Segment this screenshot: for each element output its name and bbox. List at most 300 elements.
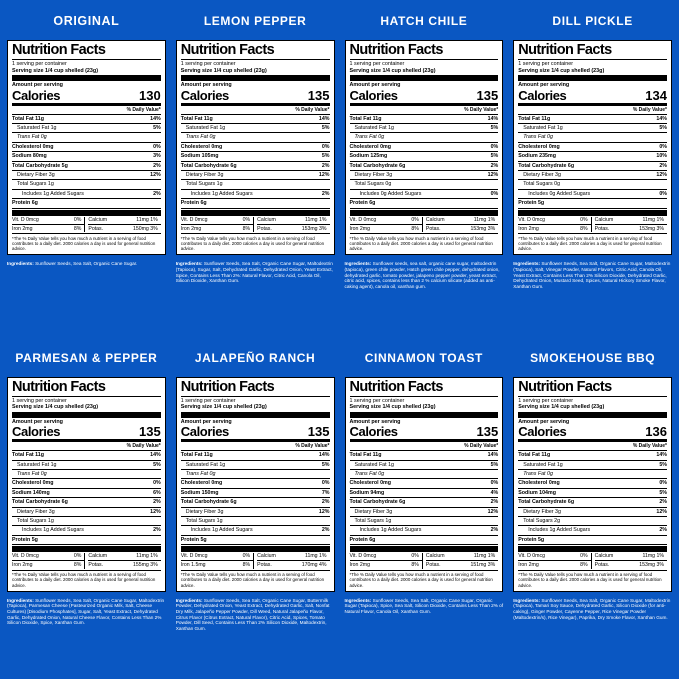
ingredients-text: Sunflower Seeds, Sea Salt, Organic Cane Sugar, Maltodextrin (Tapioca), Parmesan Cheese (Pasteurized Organic Milk, Salt, Cheese Cultures) [Disodium Phosphates], Sugar, Salt, Yeast Extract, Dehydrated Garlic, Dehydrated Onion, Natural Cheese Flavor, Contains Less Than 2% Silicon Dioxide, Spice, Xanthan Gum.: [7, 597, 165, 626]
calories-row: [350, 89, 499, 102]
rule: [350, 507, 499, 508]
vitamin-d-label: Vit. D 0mcg: [349, 216, 377, 223]
nutrient-row: [518, 518, 667, 524]
iron-row: [350, 562, 422, 568]
calcium-dv: 11mg 1%: [473, 553, 496, 560]
potassium-dv: 155mg 3%: [132, 562, 158, 569]
rule: [350, 59, 499, 60]
ingredients-text: Sunflower Seeds, Sea Salt, Organic Cane Sugar, Maltodextrin (Tapioca), Tamari Soy Sauce, Dehydrated Garlic, Silicon Dioxide (for anti-caking), Ginger Powder, Cayenne Pepper, Rice Vinegar Powder (Maltodextrin/s), Rice Vinegar), Paprika, Dry Smoke Flavor, Xanthan Gum.: [513, 597, 671, 620]
rule: [518, 151, 667, 152]
rule: [350, 208, 499, 209]
potassium-label: Potas.: [88, 562, 104, 569]
rule: [350, 535, 499, 536]
nutrition-facts-title: Nutrition Facts: [349, 378, 443, 395]
ingredients-text: Sunflower Seeds, Sea Salt, Organic Cane Sugar, Maltodextrin (Tapioca), Sugar, Salt, Dehydrated Garlic, Dehydrated Onion, Yeast Extract, Spice, Contains Less Than 2%: Natural Flavor, Citric Acid, Canola Oil, Silicon Dioxide, Xanthan Gum.: [175, 261, 333, 284]
nutrient-dv: 12%: [150, 172, 161, 179]
iron-label: Iron 2mg: [12, 225, 33, 232]
calcium-dv: 11mg 1%: [304, 553, 327, 560]
rule: [181, 546, 330, 552]
ingredients-block: [176, 598, 335, 632]
nutrient-dv: 2%: [153, 190, 161, 197]
nutrient-row: [12, 518, 161, 524]
flavor-cell: [508, 4, 677, 341]
potassium-label: Potas.: [257, 225, 272, 232]
nutrient-label: Protein 5g: [518, 200, 545, 207]
nutrient-row: [350, 471, 499, 477]
nutrient-row: [12, 509, 161, 515]
nutrient-row: [12, 191, 161, 197]
rule: [350, 123, 499, 124]
nutrient-dv: 2%: [153, 499, 161, 506]
rule: [12, 114, 161, 115]
nutrient-dv: 2%: [659, 499, 667, 506]
rule: [181, 198, 330, 199]
ingredients-label: Ingredients:: [7, 597, 36, 603]
nutrient-label: Cholesterol 0mg: [12, 143, 54, 150]
vitamins-col-right: [253, 553, 329, 569]
nutrient-label: Saturated Fat 1g: [185, 125, 226, 131]
vitamin-d-label: Vit. D 0mcg: [12, 216, 39, 223]
amount-per-serving-label: Amount per serving: [349, 418, 401, 425]
ingredients-label: Ingredients:: [344, 597, 373, 603]
rule: [350, 544, 499, 545]
calories-label: Calories: [12, 424, 61, 440]
vitamins-col-left: [12, 217, 84, 233]
calcium-dv: 11mg 1%: [473, 216, 496, 223]
nutrient-dv: 7%: [321, 489, 330, 496]
rule: [350, 114, 499, 115]
vitamins-col-left: [181, 553, 253, 569]
rule: [595, 224, 667, 225]
nutrient-row: [12, 537, 161, 543]
rule: [12, 170, 161, 171]
daily-value-header: % Daily Value*: [295, 106, 330, 113]
nutrient-label: Protein 6g: [180, 200, 207, 207]
flavor-cell: [340, 4, 509, 341]
nutrient-dv: 5%: [659, 489, 667, 496]
iron-row: [181, 562, 253, 568]
nutrient-row: [350, 116, 499, 122]
rule: [426, 224, 498, 225]
nutrient-row: [518, 134, 667, 140]
flavor-cell: [2, 4, 171, 341]
rule: [12, 544, 161, 545]
nutrient-row: [12, 172, 161, 178]
rule: [518, 210, 667, 216]
calories-value: 135: [307, 87, 330, 103]
nutrient-row: [518, 537, 667, 543]
nutrient-label: Includes 1g Added Sugars: [190, 190, 253, 197]
nutrient-label: Total Sugars 2g: [523, 517, 561, 524]
nutrient-row: [518, 153, 667, 159]
rule: [518, 59, 667, 60]
rule: [518, 75, 667, 81]
rule: [12, 570, 161, 571]
nutrient-row: [518, 181, 667, 187]
nutrient-dv: 2%: [490, 162, 499, 169]
rule: [12, 189, 161, 190]
calcium-row: [88, 553, 160, 559]
vitamins-col-left: [12, 553, 84, 569]
nutrient-dv: 14%: [318, 452, 330, 459]
vitamins-grid: [350, 553, 499, 569]
rule: [181, 535, 330, 536]
nutrient-dv: 12%: [487, 172, 499, 179]
calories-row: [518, 425, 667, 438]
rule: [518, 233, 667, 234]
nutrient-label: Sodium 235mg: [518, 153, 556, 160]
rule: [518, 478, 667, 479]
nutrient-row: [181, 499, 330, 505]
nutrient-dv: 2%: [153, 527, 161, 534]
potassium-label: Potas.: [88, 225, 104, 232]
potassium-label: Potas.: [594, 562, 610, 569]
calories-value: 135: [476, 424, 499, 440]
nutrient-row: [12, 116, 161, 122]
potassium-label: Potas.: [425, 225, 441, 232]
rule: [350, 161, 499, 162]
ingredients-label: Ingredients:: [175, 597, 204, 603]
rule: [12, 469, 161, 470]
nutrient-row: [518, 471, 667, 477]
iron-row: [518, 226, 590, 232]
serving-size-value: 1/4 cup shelled (23g): [382, 404, 436, 411]
nutrient-dv: 5%: [490, 153, 499, 160]
nutrient-label: Total Fat 11g: [12, 115, 44, 122]
rule: [12, 439, 161, 442]
rule: [350, 525, 499, 526]
daily-value-footnote: *The % Daily Value tells you how much a nutrient in a serving of food contributes to a daily diet. 2000 calories a day is used for general nutrition advice.: [180, 235, 325, 252]
rule: [181, 460, 330, 461]
nutrient-row: [12, 527, 161, 533]
nutrient-row: [12, 200, 161, 206]
nutrient-row: [350, 462, 499, 468]
ingredients-label: Ingredients:: [175, 261, 204, 267]
nutrient-row: [518, 480, 667, 486]
flavor-cell: [171, 341, 340, 678]
iron-dv: 8%: [242, 562, 251, 569]
nutrient-row: [181, 518, 330, 524]
nutrient-label: Trans Fat 0g: [354, 134, 385, 141]
nutrient-row: [181, 153, 330, 159]
rule: [518, 544, 667, 545]
calcium-label: Calcium: [425, 216, 445, 223]
amount-per-serving-label: Amount per serving: [518, 82, 570, 89]
nutrient-row: [12, 490, 161, 496]
ingredients-block: [176, 261, 335, 283]
nutrient-row: [181, 462, 330, 468]
rule: [12, 103, 161, 106]
calcium-row: [257, 217, 329, 223]
nutrient-label: Total Fat 11g: [180, 452, 213, 459]
servings-per-container: 1 serving per container: [349, 397, 405, 404]
rule: [595, 560, 667, 561]
calcium-row: [595, 553, 667, 559]
rule: [350, 210, 499, 216]
nutrient-label: Total Fat 11g: [349, 115, 382, 122]
nutrient-row: [12, 144, 161, 150]
serving-size-row: [350, 404, 499, 411]
nutrient-row: [181, 181, 330, 187]
nutrient-label: Sodium 80mg: [12, 153, 47, 160]
rule: [518, 497, 667, 498]
nutrition-facts-panel: [7, 377, 166, 592]
nutrient-dv: 14%: [150, 115, 161, 122]
calories-label: Calories: [349, 87, 398, 103]
nutrient-dv: 14%: [487, 115, 499, 122]
rule: [518, 516, 667, 517]
rule: [518, 469, 667, 470]
calories-value: 130: [139, 87, 161, 103]
serving-size-row: [518, 68, 667, 75]
servings-per-container: 1 serving per container: [518, 397, 574, 404]
rule: [12, 460, 161, 461]
nutrient-row: [350, 200, 499, 206]
nutrient-label: Protein 6g: [12, 200, 38, 207]
flavor-title: ORIGINAL: [53, 14, 120, 28]
rule: [12, 560, 84, 561]
calcium-dv: 11mg 1%: [642, 216, 664, 223]
iron-label: Iron 2mg: [518, 562, 539, 569]
nutrient-row: [350, 134, 499, 140]
iron-dv: 8%: [73, 225, 82, 232]
amount-per-serving-label: Amount per serving: [518, 418, 570, 425]
nutrient-row: [350, 452, 499, 458]
nutrient-row: [181, 134, 330, 140]
rule: [518, 189, 667, 190]
nutrient-dv: 0%: [659, 480, 667, 487]
rule: [350, 570, 499, 571]
nutrient-label: Trans Fat 0g: [185, 470, 216, 477]
nutrition-facts-panel: [176, 40, 335, 255]
nutrient-row: [12, 499, 161, 505]
rule: [12, 142, 161, 143]
nutrient-dv: 2%: [490, 499, 499, 506]
iron-row: [518, 562, 590, 568]
rule: [518, 560, 590, 561]
rule: [181, 75, 330, 81]
serving-size-row: [518, 404, 667, 411]
nutrient-row: [518, 490, 667, 496]
nutrient-dv: 0%: [490, 480, 499, 487]
rule: [350, 439, 499, 442]
nutrient-label: Total Sugars 0g: [354, 181, 392, 188]
vitamins-col-left: [350, 553, 422, 569]
iron-label: Iron 2mg: [180, 225, 202, 232]
nutrient-label: Trans Fat 0g: [523, 470, 553, 477]
serving-size-label: Serving size: [518, 404, 550, 411]
rule: [518, 525, 667, 526]
rule: [350, 132, 499, 133]
vitamins-col-right: [84, 553, 160, 569]
rule: [12, 233, 161, 234]
rule: [181, 544, 330, 545]
ingredients-text: Sunflower Seeds, Sea Salt, Organic Cane Sugar, Buttermilk Powder, Dehydrated Onion, Yeast Extract, Dehydrated Garlic, Salt, Nonfat Dry Milk, Jalapeño Pepper Powder, Dill Weed, Natural Jalapeño Flavor, Citrus Flavor (Citrus Extract, Natural Flavor), Citric Acid, Spices, Tomato Powder, Dill Seed, Contains Less Than 2% Silicon Dioxide, Maltodextrin, Xanthan Gum.: [175, 597, 330, 631]
rule: [181, 189, 330, 190]
iron-row: [12, 226, 84, 232]
rule: [12, 507, 161, 508]
flavor-cell: [171, 4, 340, 341]
rule: [12, 412, 161, 418]
daily-value-footnote: *The % Daily Value tells you how much a nutrient in a serving of food contributes to a daily diet. 2000 calories a day is used for general nutrition advice.: [349, 235, 493, 252]
iron-dv: 8%: [73, 562, 82, 569]
vitamins-col-right: [253, 217, 329, 233]
serving-size-row: [12, 404, 161, 411]
nutrient-row: [181, 471, 330, 477]
daily-value-header: % Daily Value*: [464, 106, 499, 113]
nutrient-label: Dietary Fiber 3g: [185, 508, 224, 515]
nutrient-dv: 0%: [490, 190, 499, 197]
nutrient-dv: 5%: [321, 153, 330, 160]
nutrient-label: Total Sugars 1g: [185, 181, 223, 188]
rule: [518, 460, 667, 461]
flavor-cell: [2, 341, 171, 678]
vitamin-d-dv: 0%: [580, 216, 588, 223]
rule: [350, 75, 499, 81]
potassium-dv: 151mg 3%: [470, 562, 496, 569]
calcium-label: Calcium: [257, 216, 276, 223]
servings-per-container: 1 serving per container: [180, 61, 236, 67]
nutrient-label: Protein 5g: [12, 536, 38, 543]
potassium-dv: 153mg 3%: [639, 225, 664, 232]
nutrient-label: Trans Fat 0g: [354, 470, 385, 477]
nutrient-label: Total Carbohydrate 6g: [349, 162, 406, 169]
rule: [12, 59, 161, 60]
nutrient-row: [518, 509, 667, 515]
amount-per-serving-label: Amount per serving: [349, 82, 401, 89]
nutrition-facts-panel: [176, 377, 335, 592]
nutrient-dv: 5%: [490, 125, 499, 131]
nutrient-row: [181, 200, 330, 206]
potassium-dv: 153mg 3%: [301, 225, 327, 232]
nutrition-facts-panel: [345, 377, 504, 592]
nutrient-dv: 0%: [153, 480, 161, 487]
calories-label: Calories: [518, 424, 567, 440]
ingredients-label: Ingredients:: [513, 261, 542, 267]
rule: [518, 198, 667, 199]
vitamins-col-left: [181, 217, 253, 233]
vitamin-d-dv: 0%: [73, 553, 82, 560]
nutrient-dv: 0%: [659, 190, 667, 197]
ingredients-text: Sunflower Seeds, Sea Salt, Organic Cane Sugar, Maltodextrin (Tapioca), Salt, Vinegar Powder, Natural Flavors, Citric Acid, Canola Oil, Yeast Extract, Contains Less Than 2% Silicon Dioxide, Dehydrated Garlic, Dehydrated Onion, Mustard Seed, Spices, Natural Hickory Smoke Flavor, Xanthan Gum.: [513, 261, 671, 289]
rule: [181, 469, 330, 470]
vitamins-col-right: [422, 553, 498, 569]
nutrient-row: [350, 191, 499, 197]
nutrient-label: Cholesterol 0mg: [349, 143, 392, 150]
calories-label: Calories: [349, 424, 398, 440]
nutrient-label: Total Carbohydrate 6g: [180, 499, 237, 506]
nutrient-dv: 2%: [659, 527, 667, 534]
potassium-row: [595, 226, 667, 232]
nutrient-row: [350, 499, 499, 505]
rule: [12, 161, 161, 162]
ingredients-block: [345, 261, 504, 289]
vitamins-grid: [350, 217, 499, 233]
rule: [12, 75, 161, 81]
nutrient-dv: 5%: [321, 461, 330, 468]
potassium-row: [88, 562, 160, 568]
calcium-label: Calcium: [594, 216, 614, 223]
serving-size-row: [181, 68, 330, 75]
rule: [257, 224, 329, 225]
potassium-label: Potas.: [425, 562, 441, 569]
rule: [350, 170, 499, 171]
vitamin-d-row: [12, 217, 84, 223]
rule: [518, 123, 667, 124]
nutrient-label: Trans Fat 0g: [523, 134, 553, 141]
vitamin-d-row: [350, 553, 422, 559]
nutrient-label: Sodium 104mg: [518, 489, 556, 496]
serving-size-label: Serving size: [180, 67, 213, 74]
calories-value: 135: [307, 424, 330, 440]
nutrient-row: [350, 163, 499, 169]
nutrient-label: Cholesterol 0mg: [518, 480, 560, 487]
iron-dv: 8%: [580, 562, 588, 569]
ingredients-text: Sunflower seeds, sea salt, organic cane sugar, maltodextrin (tapioca), green chile powder, Hatch green chile pepper, dehydrated onion, dehydrated garlic, tomato powder, jalapeno pepper powder, yeast extract, citric acid, spices, contains less than 2 % calcium silicate (added as anti-caking agent), canola oil, xanthan gum.: [344, 261, 500, 289]
iron-dv: 8%: [411, 562, 419, 569]
nutrient-label: Total Sugars 1g: [354, 517, 392, 524]
nutrient-label: Sodium 94mg: [349, 489, 385, 496]
nutrient-dv: 0%: [321, 143, 330, 150]
rule: [12, 546, 161, 552]
serving-size-label: Serving size: [349, 67, 381, 74]
nutrient-label: Includes 1g Added Sugars: [359, 527, 422, 534]
vitamin-d-dv: 0%: [242, 216, 251, 223]
vitamins-col-right: [422, 217, 498, 233]
nutrient-row: [350, 153, 499, 159]
nutrient-row: [518, 499, 667, 505]
nutrient-dv: 0%: [321, 480, 330, 487]
potassium-row: [88, 226, 160, 232]
vitamins-grid: [518, 217, 667, 233]
rule: [518, 412, 667, 418]
nutrient-label: Total Fat 11g: [518, 452, 551, 459]
rule: [518, 450, 667, 451]
vitamins-grid: [181, 553, 330, 569]
rule: [181, 103, 330, 106]
ingredients-block: [7, 261, 166, 267]
calories-row: [12, 425, 161, 438]
daily-value-footnote: *The % Daily Value tells you how much a nutrient in a serving of food contributes to a daily diet. 2000 calories a day is used for general nutrition advice.: [518, 235, 662, 252]
nutrition-facts-title: Nutrition Facts: [12, 378, 106, 395]
nutrient-label: Saturated Fat 1g: [17, 461, 57, 468]
nutrition-facts-title: Nutrition Facts: [518, 42, 612, 58]
calcium-row: [426, 217, 498, 223]
vitamins-col-left: [518, 553, 590, 569]
nutrient-row: [12, 471, 161, 477]
rule: [181, 507, 330, 508]
rule: [181, 525, 330, 526]
nutrient-dv: 0%: [659, 143, 667, 150]
rule: [518, 142, 667, 143]
rule: [181, 114, 330, 115]
rule: [350, 478, 499, 479]
ingredients-label: Ingredients:: [344, 261, 373, 267]
daily-value-header: % Daily Value*: [126, 443, 161, 450]
nutrient-label: Total Fat 11g: [180, 115, 213, 122]
serving-size-value: 1/4 cup shelled (23g): [213, 67, 267, 74]
nutrient-dv: 2%: [153, 162, 161, 169]
rule: [350, 560, 422, 561]
serving-size-value: 1/4 cup shelled (23g): [213, 404, 267, 411]
rule: [12, 396, 161, 397]
nutrient-row: [350, 518, 499, 524]
rule: [350, 516, 499, 517]
vitamin-d-dv: 0%: [242, 553, 251, 560]
serving-size-label: Serving size: [180, 404, 213, 411]
rule: [12, 488, 161, 489]
nutrient-row: [350, 527, 499, 533]
